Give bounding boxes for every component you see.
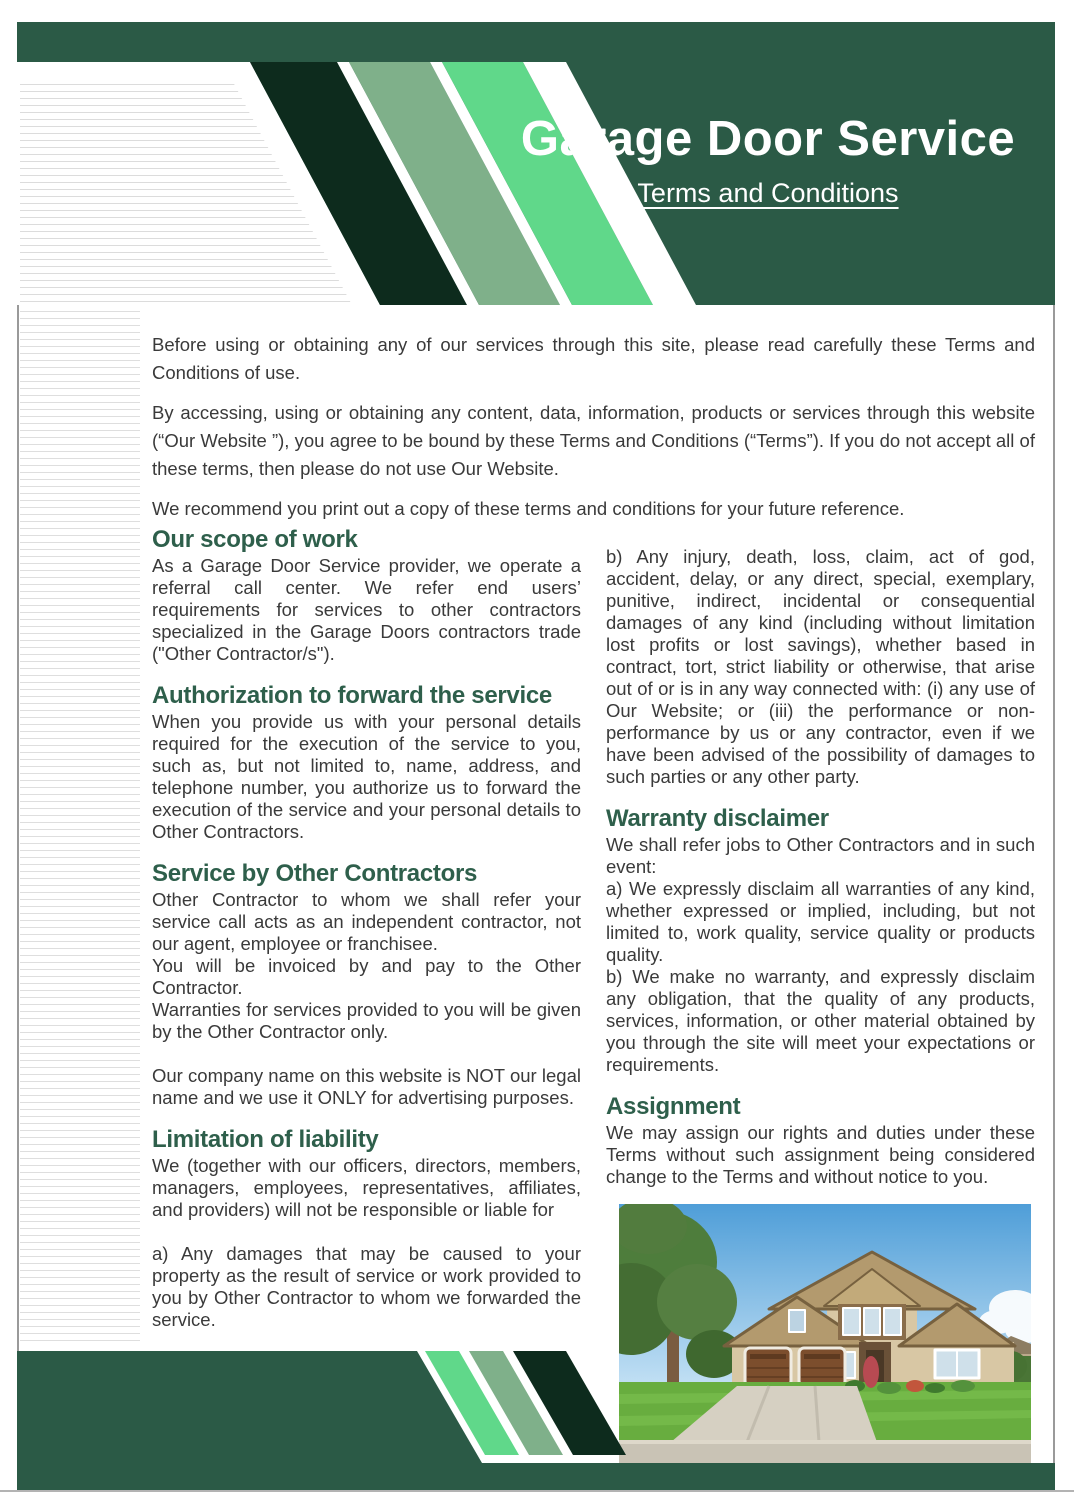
scope-body: As a Garage Door Service provider, we operate a referral call center. We refer end users’ requirements for services to other contractors specialized in the Garage Doors contractors trade ("Other Contractor/s"). — [152, 555, 581, 664]
service-paragraph-1: Other Contractor to whom we shall refer your service call acts as an independent contractor, not our agent, employee or franchisee. — [152, 889, 581, 954]
terms-columns — [152, 520, 1035, 1468]
liability-paragraph-a: a) Any damages that may be caused to your property as the result of service or work provided to you by Other Contractor to whom we forwarded the service. — [152, 1243, 581, 1330]
header-band — [17, 22, 1055, 305]
footer-stripes — [17, 1351, 1055, 1490]
page-border-bottom — [0, 1490, 1074, 1492]
left-column — [152, 520, 581, 1331]
page-title: Garage Door Service — [520, 112, 1016, 166]
liability-paragraph-b: b) Any injury, death, loss, claim, act of god, accident, delay, or any direct, special, exemplary, punitive, indirect, incidental or consequential damages of any kind (including without limitation lost profits or lost savings), whether based in contract, tort, strict liability or otherwise, that arise out of or is in any way connected with: (i) any use of Our Website; or (iii) the performance or non-performance by us or any contractor, even if we have been advised of the possibility of damages to such parties or any other party. — [606, 546, 1035, 787]
service-paragraph-2: You will be invoiced by and pay to the Other Contractor. — [152, 955, 581, 998]
warranty-paragraph-b: b) We make no warranty, and expressly disclaim any obligation, that the quality of any products, services, information, or other material obtained by you through the site will meet your expectations or requirements. — [606, 966, 1035, 1075]
intro-paragraph-1: Before using or obtaining any of our services through this site, please read carefully these Terms and Conditions of use. — [152, 334, 1035, 383]
service-paragraph-4: Our company name on this website is NOT our legal name and we use it ONLY for advertising purposes. — [152, 1065, 581, 1108]
intro-paragraph-3: We recommend you print out a copy of these terms and conditions for your future reference. — [152, 498, 905, 519]
intro-paragraphs — [152, 331, 1035, 535]
authorization-body: When you provide us with your personal details required for the execution of the service to you, such as, but not limited to, name, address, and telephone number, you authorize us to forward the execution of the service and your personal details to Other Contractors. — [152, 711, 581, 842]
assignment-body: We may assign our rights and duties under these Terms without such assignment being considered change to the Terms and without notice to you. — [606, 1122, 1035, 1187]
warranty-paragraph-a: a) We expressly disclaim all warranties of any kind, whether expressed or implied, including, but not limited to, work quality, service quality or products quality. — [606, 878, 1035, 965]
liability-paragraph-1: We (together with our officers, directors, members, managers, employees, representatives, affiliates, and providers) will not be responsible or liable for — [152, 1155, 581, 1220]
title-block — [485, 112, 1051, 208]
heading-scope-of-work: Our scope of work — [152, 526, 358, 553]
left-margin-pinstripes — [20, 305, 140, 1346]
footer-band — [17, 1351, 1055, 1490]
heading-limitation-of-liability: Limitation of liability — [152, 1126, 379, 1153]
heading-service-by-other-contractors: Service by Other Contractors — [152, 860, 478, 887]
intro-paragraph-2: By accessing, using or obtaining any content, data, information, products or services through this website (“Our Website ”), you agree to be bound by these Terms and Conditions (“Terms”). If you do not accept all of these terms, then please do not use Our Website. — [152, 402, 1035, 479]
heading-warranty-disclaimer: Warranty disclaimer — [606, 805, 829, 832]
service-paragraph-3: Warranties for services provided to you will be given by the Other Contractor only. — [152, 999, 581, 1042]
warranty-paragraph-1: We shall refer jobs to Other Contractors and in such event: — [606, 834, 1035, 877]
right-column — [606, 520, 1035, 1468]
page-subtitle: Terms and Conditions — [637, 178, 899, 208]
heading-authorization: Authorization to forward the service — [152, 682, 552, 709]
heading-assignment: Assignment — [606, 1093, 741, 1120]
